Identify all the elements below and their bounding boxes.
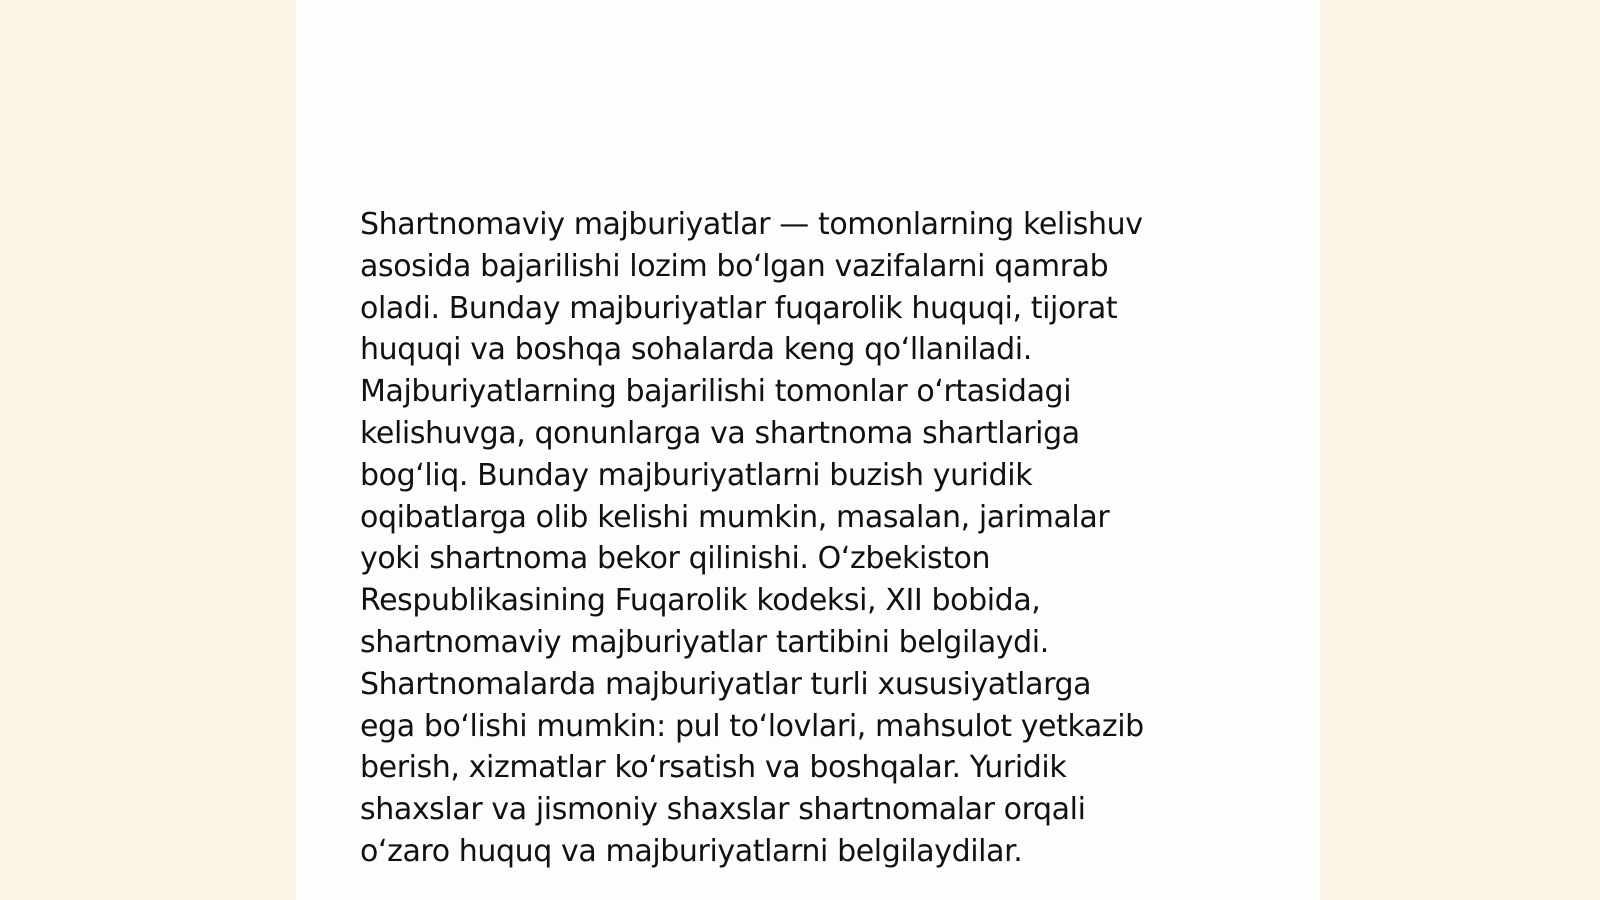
paragraph-line: ega boʻlishi mumkin: pul toʻlovlari, mahsulot yetkazib xyxy=(360,708,1144,744)
paragraph-line: oʻzaro huquq va majburiyatlarni belgilaydilar. xyxy=(360,833,1023,869)
paragraph-line: Shartnomalarda majburiyatlar turli xususiyatlarga xyxy=(360,666,1092,702)
paragraph-line: berish, xizmatlar koʻrsatish va boshqalar. Yuridik xyxy=(360,750,1067,786)
document-page xyxy=(296,0,1320,900)
paragraph-line: asosida bajarilishi lozim boʻlgan vazifalarni qamrab xyxy=(360,248,1109,284)
paragraph-line: oladi. Bunday majburiyatlar fuqarolik huquqi, tijorat xyxy=(360,290,1118,326)
paragraph-line: oqibatlarga olib kelishi mumkin, masalan, jarimalar xyxy=(360,499,1110,535)
paragraph-line: huquqi va boshqa sohalarda keng qoʻllaniladi. xyxy=(360,332,1032,368)
paragraph-line: Majburiyatlarning bajarilishi tomonlar oʻrtasidagi xyxy=(360,374,1072,410)
paragraph-line: bogʻliq. Bunday majburiyatlarni buzish yuridik xyxy=(360,457,1033,493)
paragraph-line: Respublikasining Fuqarolik kodeksi, XII bobida, xyxy=(360,583,1041,619)
paragraph-line: shaxslar va jismoniy shaxslar shartnomalar orqali xyxy=(360,792,1086,828)
paragraph-line: kelishuvga, qonunlarga va shartnoma shartlariga xyxy=(360,415,1080,451)
paragraph-line: shartnomaviy majburiyatlar tartibini belgilaydi. xyxy=(360,624,1049,660)
paragraph-line: Shartnomaviy majburiyatlar — tomonlarning kelishuv xyxy=(360,207,1143,242)
body-paragraph xyxy=(360,204,1260,873)
paragraph-line: yoki shartnoma bekor qilinishi. Oʻzbekiston xyxy=(360,541,991,577)
